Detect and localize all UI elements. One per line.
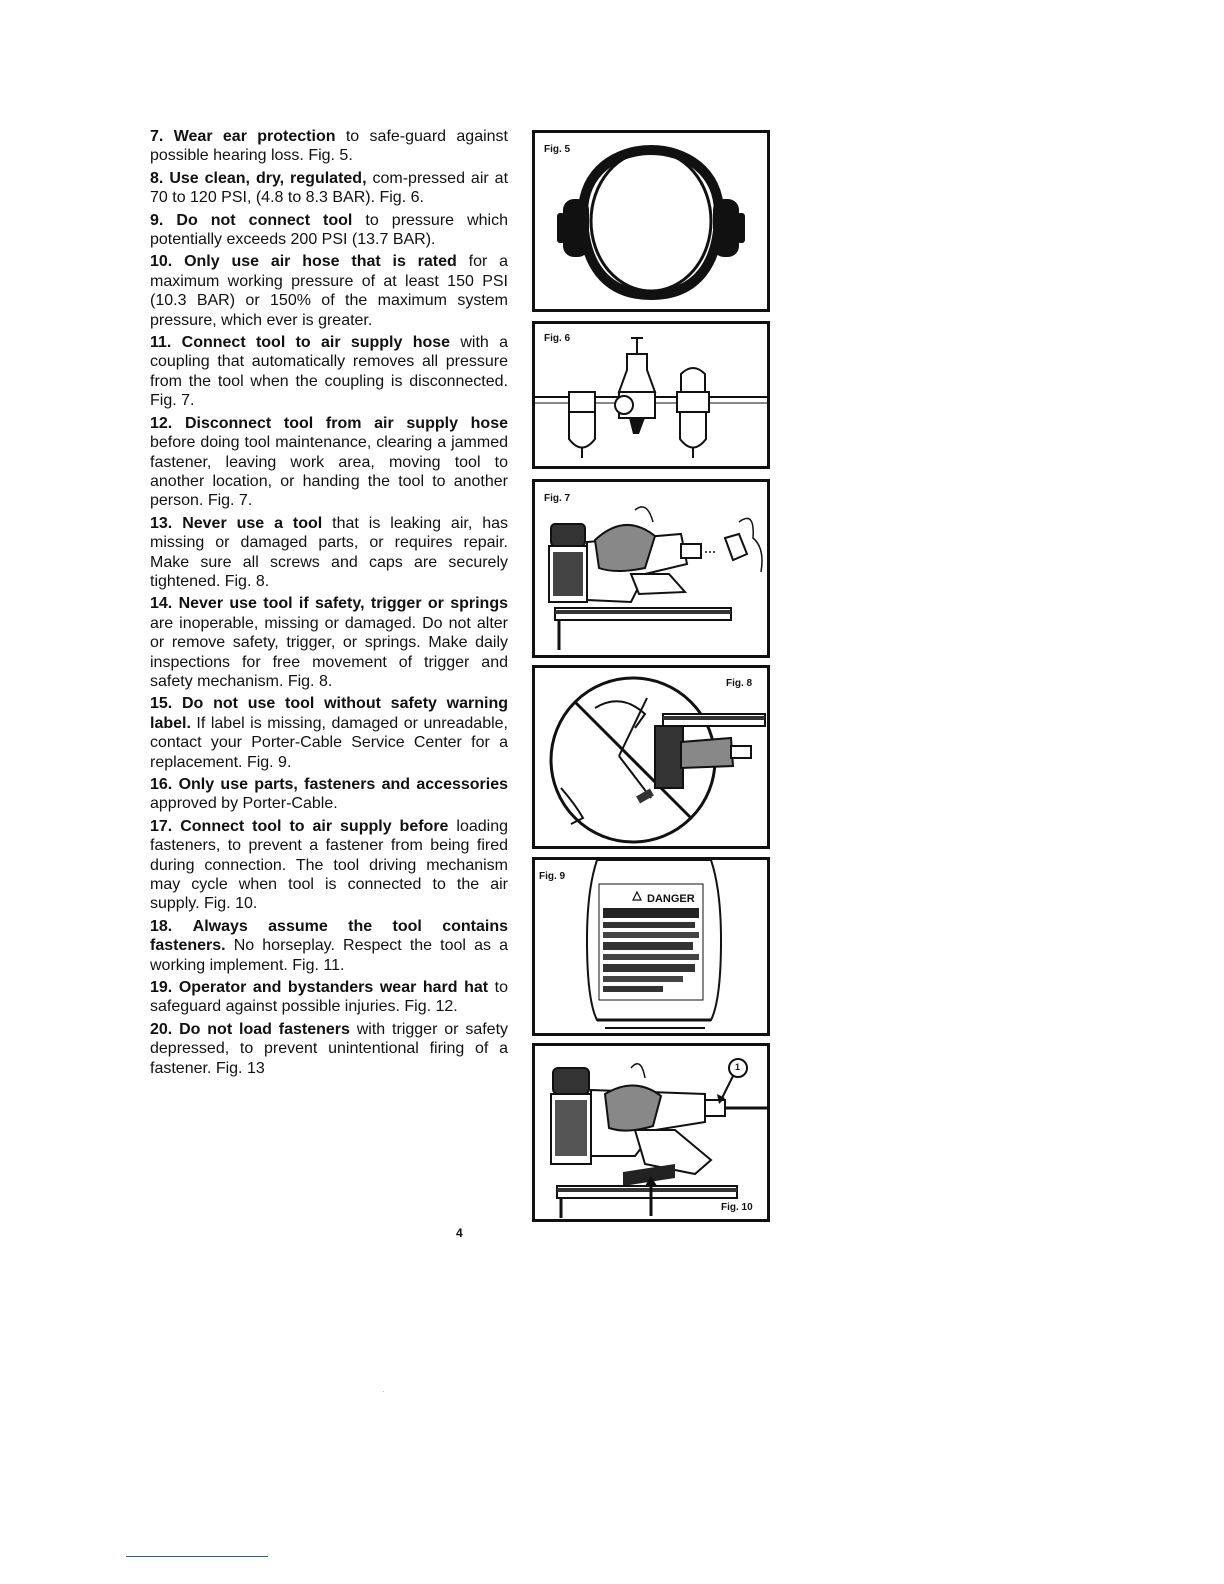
filter-regulator-lubricator-icon: [535, 324, 767, 466]
footer-rule: [126, 1556, 268, 1557]
figure-6-label: Fig. 6: [544, 333, 571, 344]
figure-10-connect-air: [532, 1043, 770, 1222]
instruction-11: 11. Connect tool to air supply hose with a coupling that automatically removes all pressure from the tool when the coupling is disconnected. Fig. 7.: [150, 334, 508, 410]
instruction-19: 19. Operator and bystanders wear hard hat to safeguard against possible injuries. Fig. 12.: [150, 979, 509, 1016]
instruction-15: 15. Do not use tool without safety warning label. If label is missing, damaged or unreadable, contact your Porter-Cable Service Center for a replacement. Fig. 9.: [150, 695, 508, 771]
instruction-18: 18. Always assume the tool contains fasteners. No horseplay. Respect the tool as a working implement. Fig. 11.: [150, 917, 509, 974]
ear-muffs-icon: [535, 133, 767, 309]
instruction-16: 16. Only use parts, fasteners and accessories approved by Porter-Cable.: [150, 776, 509, 813]
instruction-20: 20. Do not load fasteners with trigger or safety depressed, to prevent unintentional firing of a fastener. Fig. 13: [150, 1020, 509, 1077]
instruction-17: 17. Connect tool to air supply before loading fasteners, to prevent a fastener from being fired during connection. The tool driving mechanism may cycle when tool is connected to the air supply. Fig. 10.: [150, 817, 509, 913]
figure-9-label: Fig. 9: [539, 871, 566, 882]
figure-10-label: Fig. 10: [721, 1202, 753, 1213]
instruction-10: 10. Only use air hose that is rated for a maximum working pressure of at least 150 PSI (10.3 BAR) or 150% of the maximum system pressure, which ever is greater.: [150, 253, 509, 329]
figure-8-label: Fig. 8: [726, 678, 753, 689]
scan-speck: [383, 1391, 384, 1392]
instruction-14: 14. Never use tool if safety, trigger or springs are inoperable, missing or damaged. Do not alter or remove safety, trigger, or springs. Make daily inspections for free movement of trigger and safety mechanism. Fig. 8.: [150, 595, 508, 690]
instruction-9: 9. Do not connect tool to pressure which potentially exceeds 200 PSI (13.7 BAR).: [150, 211, 508, 249]
nailer-loading-icon: [535, 1046, 767, 1219]
callout-1: 1: [735, 1062, 741, 1072]
safety-instructions: [150, 127, 508, 1081]
instruction-8: 8. Use clean, dry, regulated, com-pressed air at 70 to 120 PSI, (4.8 to 8.3 BAR). Fig. 6.: [150, 169, 509, 207]
figure-7-disconnect-air: [532, 479, 770, 658]
figure-5-label: Fig. 5: [544, 144, 571, 155]
figure-5-ear-protection: [532, 130, 770, 312]
prohibited-tampering-icon: [535, 668, 767, 846]
figure-6-air-regulator: [532, 321, 770, 469]
figure-8-no-tampering: [532, 665, 770, 849]
page-number: 4: [456, 1226, 463, 1240]
danger-heading: DANGER: [647, 893, 695, 905]
figure-7-label: Fig. 7: [544, 493, 571, 504]
figure-9-warning-label: [532, 857, 770, 1036]
nailer-disconnect-icon: [535, 482, 767, 655]
instruction-12: 12. Disconnect tool from air supply hose before doing tool maintenance, clearing a jammed fastener, leaving work area, moving tool to another location, or handing the tool to another person. Fig. 7.: [150, 414, 508, 510]
danger-label-icon: [535, 860, 767, 1033]
instruction-13: 13. Never use a tool that is leaking air, has missing or damaged parts, or requires repair. Make sure all screws and caps are securely tightened. Fig. 8.: [150, 514, 508, 590]
instruction-7: 7. Wear ear protection to safe-guard against possible hearing loss. Fig. 5.: [150, 128, 509, 165]
